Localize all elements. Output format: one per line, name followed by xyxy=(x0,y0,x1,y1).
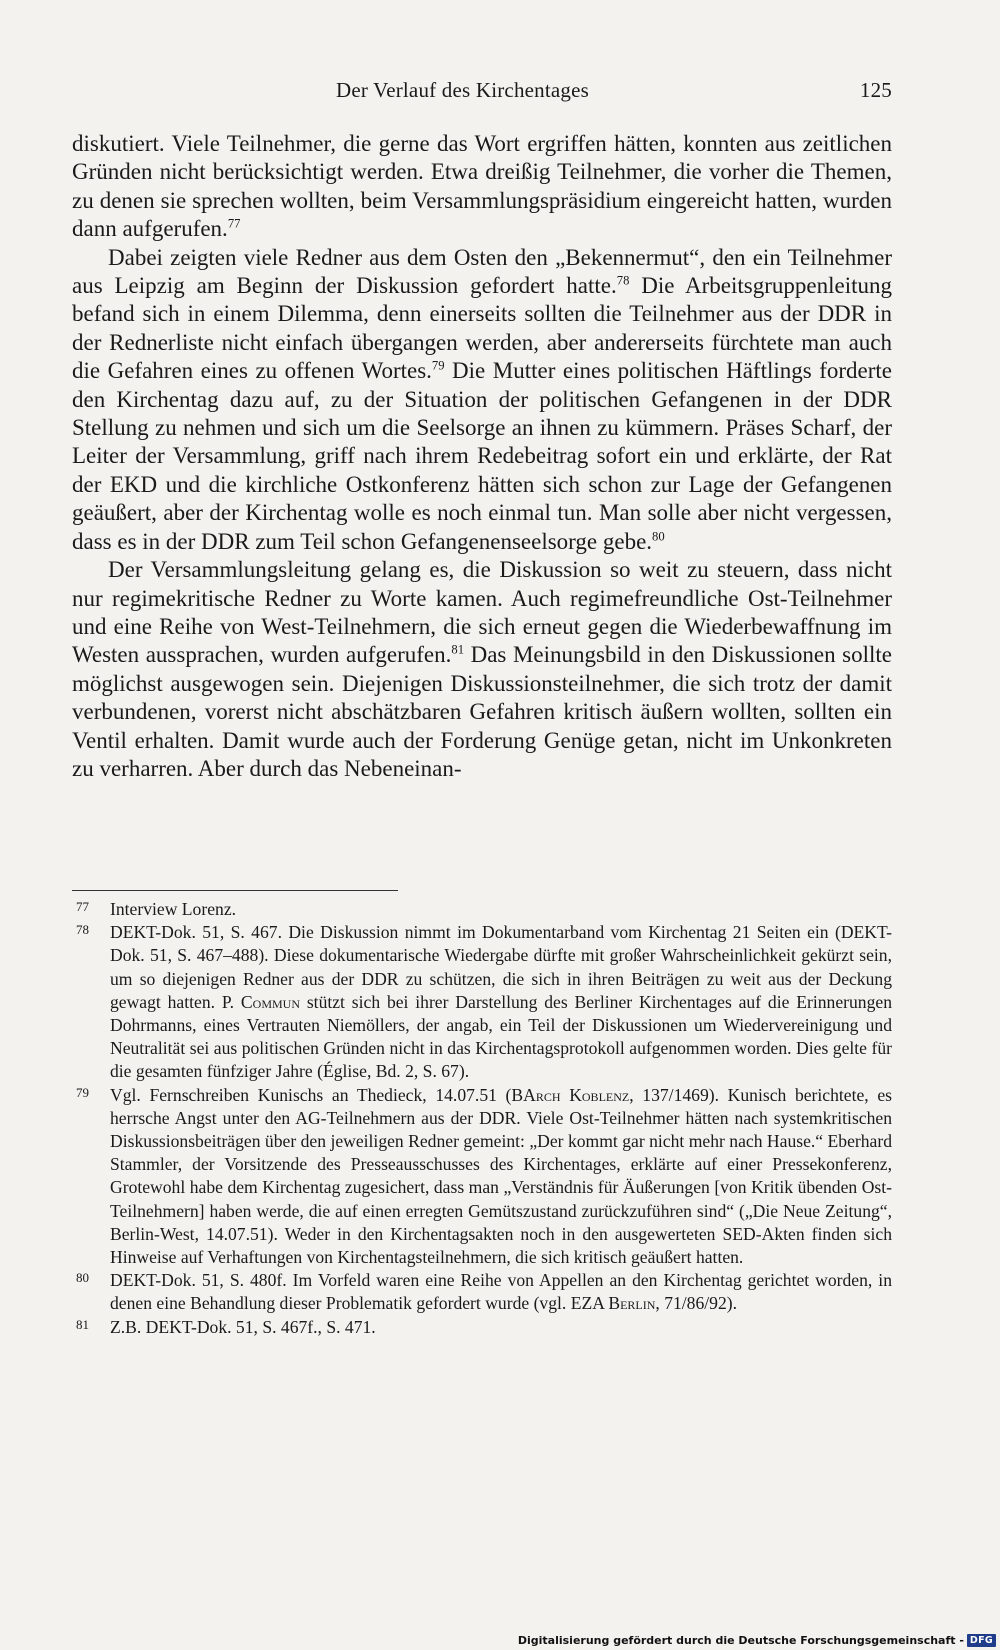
footnote-79 xyxy=(72,1084,892,1270)
running-title: Der Verlauf des Kirchentages xyxy=(336,78,590,102)
paragraph xyxy=(72,130,892,244)
footnote-number: 80 xyxy=(76,1270,89,1286)
footnote-number: 79 xyxy=(76,1084,89,1100)
credit-text: Digitalisierung gefördert durch die Deutsche Forschungsgemeinschaft - xyxy=(517,1634,964,1647)
paragraph-text: Die Mutter eines politischen Häftlings forderte den Kirchentag dazu auf, zu der Situation der politischen Gefangenen in der DDR Stellung zu nehmen und sich um die Seelsorge an ihnen zu kümmern. Präses Scharf, der Leiter der Versammlung, griff nach ihrem Redebeitrag sofort ein und erklärte, der Rat der EKD und die kirchliche Ostkonferenz hätten sich schon zur Lage der Gefangenen geäußert, aber der Kirchentag wolle es noch einmal tun. Man solle aber nicht vergessen, dass es in der DDR zum Teil schon Gefangenenseelsorge gebe. xyxy=(72,358,892,554)
footnote-number: 77 xyxy=(76,899,89,914)
footnotes xyxy=(72,898,892,1339)
paragraph-text: Dabei zeigten viele Redner aus dem Osten den „Bekennermut“, den ein Teilnehmer aus Leipzig am Beginn der Diskussion gefordert hatte. xyxy=(72,244,892,299)
footnote-number: 78 xyxy=(76,922,89,938)
paragraph xyxy=(72,556,892,783)
footnote-ref: 81 xyxy=(451,642,465,657)
footnote-text: DEKT-Dok. 51, S. 467. Die Diskussion nimmt im Dokumentarband vom Kirchentag 21 Seiten ein (DEKT-Dok. 51, S. 467–488). Diese dokumentarische Wiedergabe dürfte mit großer Wahrscheinlichkeit gekürzt sein, um so diejenigen Redner aus der DDR zu schützen, die sich in ihren Beiträgen zu weit aus der Deckung gewagt hatten. P. xyxy=(110,922,892,1012)
footnote-80 xyxy=(72,1269,892,1315)
footnote-text: DEKT-Dok. 51, S. 480f. Im Vorfeld waren eine Reihe von Appellen an den Kirchentag gerichtet worden, in denen eine Behandlung dieser Problematik gefordert wurde (vgl. EZA xyxy=(110,1270,892,1314)
footnote-81 xyxy=(72,1316,892,1339)
footnote-text: , 71/86/92). xyxy=(655,1293,738,1314)
footnote-77 xyxy=(72,898,892,921)
footnote-ref: 77 xyxy=(227,216,241,231)
author-name: Commun xyxy=(240,991,300,1012)
page-number: 125 xyxy=(859,78,892,102)
footnote-text: stützt sich bei ihrer Darstellung des Berliner Kirchentages auf die Erinnerungen Dohrmanns, eines Vertrauten Niemöllers, der angab, ein Teil der Diskussionen um Wiedervereinigung und Neutralität sei aus politischen Gründen nicht in das Kirchentagsprotokoll aufgenommen worden. Dies gelte für die gesamten fünfziger Jahre (Église, Bd. 2, S. 67). xyxy=(110,991,892,1082)
archive-name: Berlin xyxy=(608,1293,656,1314)
digitization-credit xyxy=(518,1634,996,1647)
footnote-number: 81 xyxy=(76,1316,89,1332)
paragraph xyxy=(72,244,892,556)
archive-name: BArch Koblenz xyxy=(511,1084,630,1105)
paragraph-text: diskutiert. Viele Teilnehmer, die gerne das Wort ergriffen hätten, konnten aus zeitlichen Gründen nicht berücksichtigt werden. Etwa dreißig Teilnehmer, die vorher die Themen, zu denen sie sprechen wollten, beim Versammlungspräsidium eingereicht hatten, wurden dann aufgerufen. xyxy=(72,131,892,242)
footnote-78 xyxy=(72,921,892,1083)
paragraph-text: Die Arbeitsgruppenleitung befand sich in einem Dilemma, denn einerseits sollten die Teilnehmer aus der DDR in der Rednerliste nicht einfach übergangen werden, aber andererseits fürchtete man auch die Gefahren eines zu offenen Wortes. xyxy=(72,273,892,384)
footnote-ref: 80 xyxy=(652,529,665,544)
footnote-ref: 78 xyxy=(616,273,630,288)
running-head xyxy=(72,78,892,108)
paragraph-text: Der Versammlungsleitung gelang es, die Diskussion so weit zu steuern, dass nicht nur regimekritische Redner zu Worte kamen. Auch regimefreundliche Ost-Teilnehmer und eine Reihe von West-Teilnehmern, die sich erneut gegen die Wiederbewaffnung im Westen aussprachen, wurden aufgerufen. xyxy=(72,557,892,668)
footnote-text: Interview Lorenz. xyxy=(110,899,237,919)
paragraph-text: Das Meinungsbild in den Diskussionen sollte möglichst ausgewogen sein. Diejenigen Diskussionsteilnehmer, die sich trotz der damit verbundenen, vorerst nicht abschätzbaren Gefahren kritisch äußern wollten, sollten ein Ventil erhalten. Damit wurde auch der Forderung Genüge getan, nicht im Unkonkreten zu verharren. Aber durch das Nebeneinan- xyxy=(72,642,892,781)
dfg-logo: DFG xyxy=(967,1634,996,1647)
footnote-rule xyxy=(72,890,398,891)
footnote-text: Vgl. Fernschreiben Kunischs an Thedieck, 14.07.51 ( xyxy=(110,1084,512,1105)
footnote-text: Z.B. DEKT-Dok. 51, S. 467f., S. 471. xyxy=(110,1316,376,1337)
footnote-ref: 79 xyxy=(431,358,445,373)
footnote-text: , 137/1469). Kunisch berichtete, es herrsche Angst unter den AG-Teilnehmern aus der DDR. Viele Ost-Teilnehmer hätten nach systemkritischen Diskussionsbeiträgen über den jeweiligen Redner gemeint: „Der kommt gar nicht mehr nach Hause.“ Eberhard Stammler, der Vorsitzende des Presseausschusses des Kirchentages, erklärte auf einer Pressekonferenz, Grotewohl habe dem Kirchentag zugesichert, dass man „Verständnis für Äußerungen [von Kritik übenden Ost-Teilnehmern] haben werde, die auf einen erregten Gemütszustand zurückzuführen sind“ („Die Neue Zeitung“, Berlin-West, 14.07.51). Weder in den Kirchentagsakten noch in den ausgewerteten SED-Akten finden sich Hinweise auf Verhaftungen von Kirchentagsteilnehmern, die sich kritisch geäußert hatten. xyxy=(110,1084,893,1268)
main-text xyxy=(72,130,892,783)
